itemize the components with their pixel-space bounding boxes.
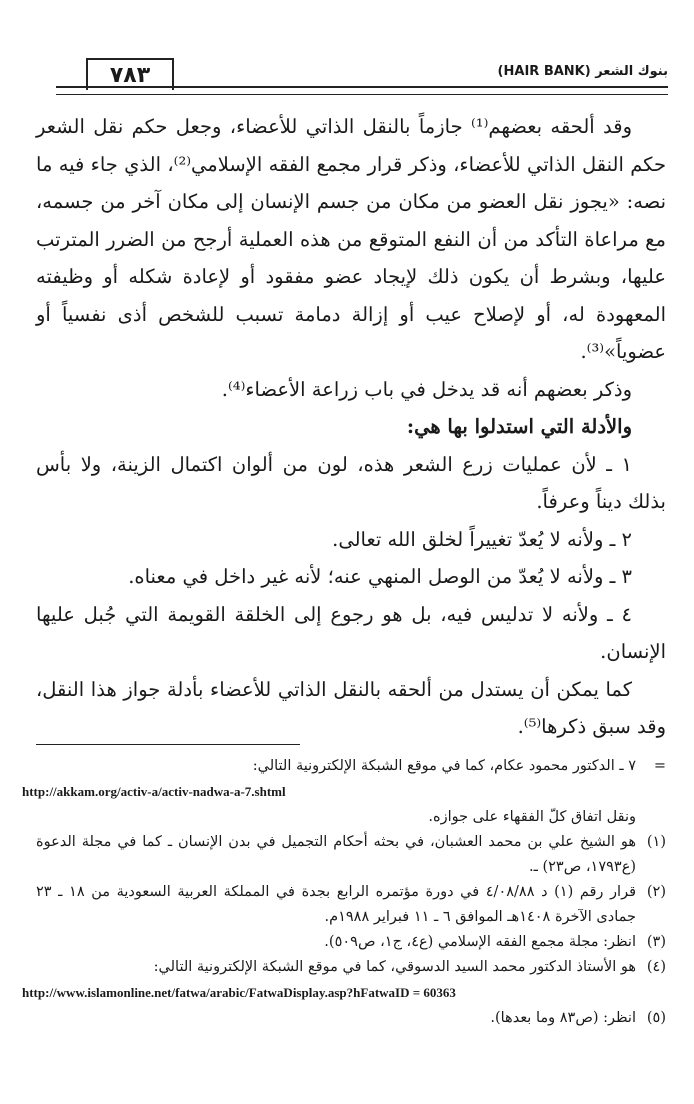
page-number: ٧٨٣ [86, 58, 174, 90]
footnote-separator [36, 744, 300, 745]
footnote-3 [36, 930, 666, 955]
footnote-marker: (٥) [646, 1010, 666, 1026]
footnote-text: انظر: (ص٨٣ وما بعدها). [490, 1010, 636, 1026]
footnotes [22, 754, 666, 1031]
footnote-4 [36, 955, 666, 980]
footnote-text: ونقل اتفاق كلّ الفقهاء على جوازه. [428, 809, 636, 825]
evidence-item-4: ٤ ـ ولأنه لا تدليس فيه، بل هو رجوع إلى الخلقة القويمة التي جُبل عليها الإنسان. [36, 602, 666, 663]
paragraph-2: وذكر بعضهم أنه قد يدخل في باب زراعة الأعضاء⁽⁴⁾. [221, 377, 632, 401]
running-title: بنوك الشعر (HAIR BANK) [497, 64, 668, 79]
footnote-url[interactable]: http://akkam.org/activ-a/activ-nadwa-a-7.shtml [22, 784, 286, 799]
header-rule [56, 86, 668, 95]
main-text [36, 108, 666, 746]
footnote-text: قرار رقم (١) د ٤/٠٨/٨٨ في دورة مؤتمره الرابع بجدة في المملكة العربية السعودية من ١٨ ـ ٢٣ جمادى الآخرة ١٤٠٨هـ الموافق ٦ ـ ١١ فبراير ١٩٨٨م. [36, 884, 636, 925]
footnote-text: هو الأستاذ الدكتور محمد السيد الدسوقي، كما في موقع الشبكة الإلكترونية التالي: [153, 959, 636, 975]
continuation-mark: = [653, 758, 666, 774]
footnote-text: هو الشيخ علي بن محمد العشبان، في بحثه أحكام التجميل في بدن الإنسان ـ كما في مجلة الدعوة (ع١٧٩٣، ص٢٣) ـ. [36, 834, 636, 875]
footnote-5 [36, 1006, 666, 1031]
evidence-item-2: ٢ ـ ولأنه لا يُعدّ تغييراً لخلق الله تعالى. [332, 527, 632, 551]
footnote-marker: (١) [646, 834, 666, 850]
footnote-url[interactable]: http://www.islamonline.net/fatwa/arabic/FatwaDisplay.asp?hFatwaID = 60363 [22, 985, 456, 1000]
footnote-continuation-2 [36, 805, 666, 830]
evidence-item-1: ١ ـ لأن عمليات زرع الشعر هذه، لون من ألوان اكتمال الزينة، ولا بأس بذلك ديناً وعرفاً. [36, 452, 666, 513]
footnote-continuation [36, 754, 666, 779]
footnote-marker: (٤) [646, 959, 666, 975]
footnote-text: انظر: مجلة مجمع الفقه الإسلامي (ع٤، ج١، ص٥٠٩). [324, 934, 636, 950]
evidence-heading: والأدلة التي استدلوا بها هي: [406, 415, 632, 438]
footnote-1 [36, 830, 666, 880]
footnote-marker: (٢) [646, 884, 666, 900]
paragraph-1: وقد ألحقه بعضهم⁽¹⁾ جازماً بالنقل الذاتي للأعضاء، وجعل حكم نقل الشعر حكم النقل الذاتي للأعضاء، وذكر قرار مجمع الفقه الإسلامي⁽²⁾، الذي جاء فيه ما نصه: «يجوز نقل العضو من مكان من جسم الإنسان إلى مكان آخر من جسمه، مع مراعاة التأكد من أن النفع المتوقع من هذه العملية أرجح من الضرر المترتب عليها، وبشرط أن يكون ذلك لإيجاد عضو مفقود أو لإعادة شكله أو وظيفته المعهودة له، أو لإصلاح عيب أو إزالة دمامة تسبب للشخص أذى نفسياً أو عضوياً»⁽³⁾. [36, 115, 666, 363]
page-header [56, 54, 668, 94]
footnote-text: ٧ ـ الدكتور محمود عكام، كما في موقع الشبكة الإلكترونية التالي: [252, 758, 636, 774]
footnote-marker: (٣) [646, 934, 666, 950]
paragraph-conclusion: كما يمكن أن يستدل من ألحقه بالنقل الذاتي للأعضاء بأدلة جواز هذا النقل، وقد سبق ذكرها⁽⁵⁾. [36, 677, 666, 738]
footnote-2 [36, 880, 666, 930]
evidence-item-3: ٣ ـ ولأنه لا يُعدّ من الوصل المنهي عنه؛ لأنه غير داخل في معناه. [128, 565, 632, 588]
